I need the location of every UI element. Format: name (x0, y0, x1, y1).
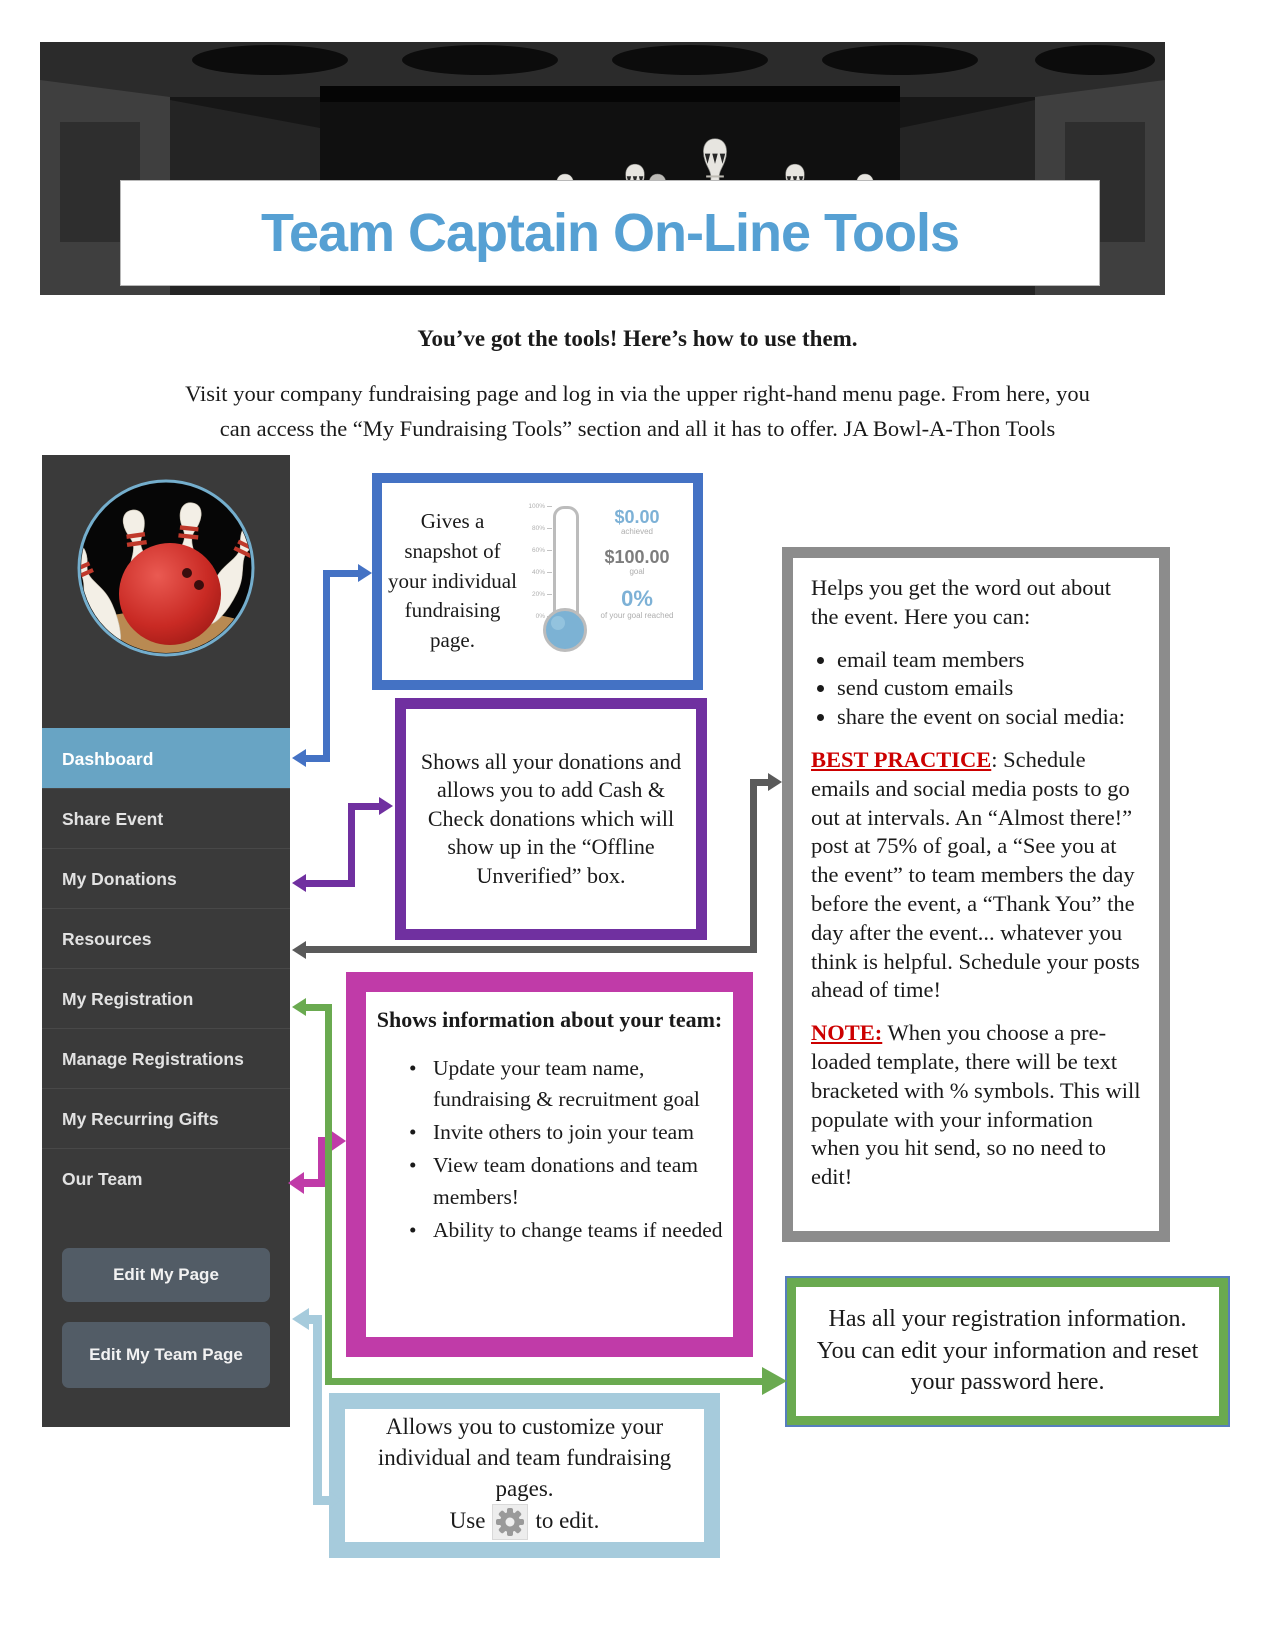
best-practice-paragraph (811, 746, 1141, 1005)
note-label: NOTE: (811, 1020, 883, 1046)
team-bullet: • Invite others to join your team (415, 1117, 726, 1149)
sidebar-item-my-donations[interactable]: My Donations (42, 848, 290, 908)
sidebar-item-our-team[interactable]: Our Team (42, 1148, 290, 1208)
arrowhead-left (292, 998, 306, 1016)
sidebar-item-manage-registrations[interactable]: Manage Registrations (42, 1028, 290, 1088)
thermometer-tube (523, 502, 587, 662)
team-bullet: • View team donations and team members! (415, 1150, 726, 1214)
arrowhead-right (329, 1491, 341, 1509)
percent-label: of your goal reached (600, 610, 674, 620)
registration-callout-text: Has all your registration information. You can edit your information and reset your password here. (816, 1305, 1199, 1396)
note-paragraph (811, 1019, 1141, 1192)
note-text: When you choose a pre-loaded template, there will be text bracketed with % symbols. This will populate with your information when you hit send, so no need to edit! (811, 1020, 1141, 1190)
goal-label: goal (629, 566, 645, 576)
sidebar-item-my-registration[interactable]: My Registration (42, 968, 290, 1028)
team-callout-heading: Shows information about your team: (376, 1007, 723, 1032)
team-bullet: • Update your team name, fundraising & recruitment goal (415, 1053, 726, 1117)
callout-edit-pages (329, 1393, 720, 1558)
share-bullet: • send custom emails (837, 674, 1141, 703)
sidebar-menu (42, 728, 290, 1208)
intro-paragraph (78, 377, 1198, 447)
sidebar-item-my-recurring-gifts[interactable]: My Recurring Gifts (42, 1088, 290, 1148)
sidebar-item-dashboard[interactable]: Dashboard (42, 728, 290, 788)
arrowhead-left (292, 749, 306, 767)
intro-paragraph-line2: can access the “My Fundraising Tools” section and all it has to offer. JA Bowl-A-Thon Tools (219, 415, 1056, 441)
amount-achieved: $0.00 (614, 506, 660, 527)
team-callout-bullets (373, 1053, 726, 1247)
use-suffix: to edit. (535, 1508, 600, 1534)
amount-goal: $100.00 (604, 546, 670, 567)
edit-my-page-button[interactable]: Edit My Page (62, 1248, 270, 1302)
page-title: Team Captain On-Line Tools (260, 203, 960, 263)
thermometer-stats (587, 502, 687, 632)
percent-reached: 0% (621, 585, 653, 611)
arrowhead-left (292, 1308, 309, 1330)
thermometer-tick: 80% (525, 526, 545, 533)
share-callout-intro: Helps you get the word out about the event. Here you can: (811, 575, 1111, 629)
arrowhead-right (768, 773, 782, 791)
donations-callout-text: Shows all your donations and allows you to add Cash & Check donations which will show up in the “Offline Unverified” box. (420, 748, 682, 888)
best-practice-label: BEST PRACTICE (811, 746, 992, 772)
customize-callout-text: Allows you to customize your individual and team fundraising pages. (377, 1413, 672, 1502)
thermometer-tick: 40% (525, 570, 545, 577)
arrowhead-right (330, 1130, 346, 1152)
edit-my-team-page-button[interactable]: Edit My Team Page (62, 1322, 270, 1388)
banner (40, 42, 1165, 295)
fundraising-thermometer (523, 502, 687, 662)
arrowhead-left (292, 874, 306, 892)
intro-paragraph-line1: Visit your company fundraising page and log in via the upper right-hand menu page. From here, you (185, 381, 1090, 406)
thermometer-tick: 100% (525, 504, 545, 511)
achieved-label: achieved (620, 526, 654, 536)
callout-our-team (346, 972, 753, 1357)
arrowhead-right (762, 1367, 787, 1395)
sidebar-item-resources[interactable]: Resources (42, 908, 290, 968)
best-practice-text: : Schedule emails and social media posts to go out at intervals. An “Almost there!” post at 75% of goal, a “See you at the event” to team members the day before the event, a “Thank You” the day after the event... whatever you think is helpful. Schedule your posts ahead of time! (811, 746, 1140, 1003)
bowling-logo (75, 477, 257, 659)
gear-icon (492, 1504, 528, 1540)
arrowhead-right (379, 797, 393, 815)
banner-title-box (120, 180, 1100, 286)
share-bullet: • share the event on social media: (837, 703, 1141, 732)
callout-dashboard-snapshot (372, 473, 703, 690)
thermometer-bulb (543, 608, 587, 652)
callout-share-event (782, 547, 1170, 1242)
share-bullet: • email team members (837, 646, 1141, 675)
thermometer-tick: 60% (525, 548, 545, 555)
callout-my-donations (395, 698, 707, 940)
sidebar-item-share-event[interactable]: Share Event (42, 788, 290, 848)
share-callout-bullets (837, 646, 1141, 732)
arrowhead-right (358, 564, 372, 582)
thermometer-tick: 0% (525, 614, 545, 621)
customize-use-line (353, 1504, 696, 1540)
thermometer-tick: 20% (525, 592, 545, 599)
arrowhead-left (292, 941, 306, 959)
callout-my-registration (787, 1278, 1228, 1425)
sidebar (42, 455, 290, 1427)
arrowhead-left (288, 1172, 304, 1194)
intro-heading: You’ve got the tools! Here’s how to use them. (417, 326, 858, 351)
team-bullet: • Ability to change teams if needed (415, 1215, 726, 1247)
dashboard-callout-text: Gives a snapshot of your individual fundraising page. (388, 508, 517, 653)
use-prefix: Use (449, 1508, 486, 1534)
